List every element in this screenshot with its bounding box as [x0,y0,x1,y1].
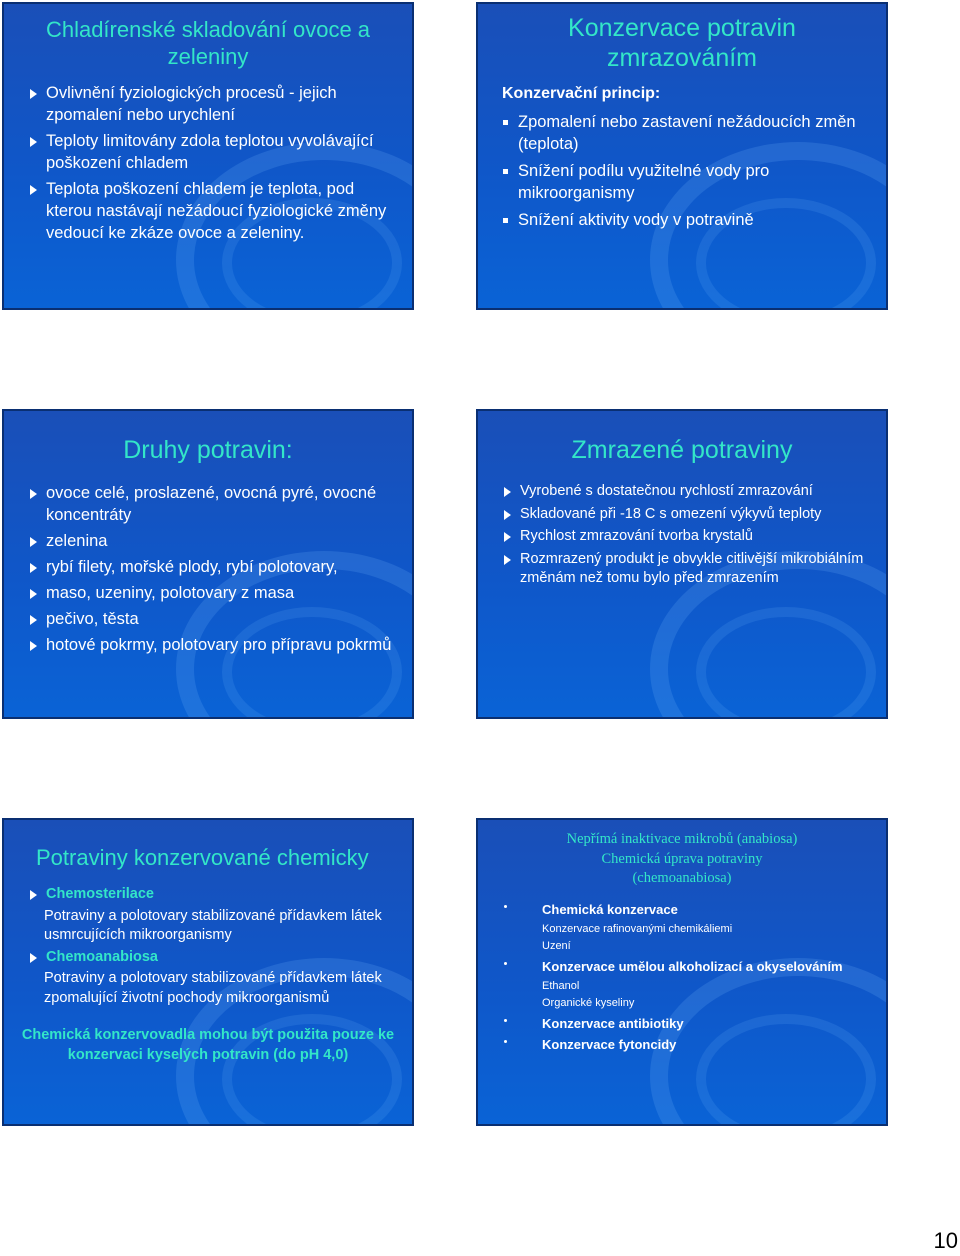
list-subitem: Konzervace rafinovanými chemikáliemi [542,922,733,935]
slide-title-line: Nepřímá inaktivace mikrobů (anabiosa) [566,831,798,847]
list-item-text: Potraviny a polotovary stabilizované přídavkem látek zpomalující životní pochody mikroorganismů [44,970,382,1006]
slide-subtitle: Konzervační princip: [502,85,661,102]
slide-title: Chladírenské skladování ovoce a zeleniny [45,17,371,69]
bullet-list [28,885,394,1008]
list-item: zelenina [28,530,394,552]
list-item: hotové pokrmy, polotovary pro přípravu pokrmů [28,634,394,656]
list-item: rybí filety, mořské plody, rybí polotovary, [28,556,394,578]
list-item: Rychlost zmrazování tvorba krystalů [502,527,868,547]
list-item: Rozmrazený produkt je obvykle citlivější mikrobiálním změnám než tomu bylo před zmrazením [502,550,868,589]
list-subitem: Uzení [542,939,571,952]
slide-title: Zmrazené potraviny [571,436,793,464]
list-item: Konzervace antibiotiky [502,1015,868,1032]
list-item: Konzervace fytoncidy [502,1036,868,1053]
list-item: Zpomalení nebo zastavení nežádoucích změn (teplota) [502,111,868,155]
slide-title: Potraviny konzervované chemicky [36,845,369,870]
slide-title-line: Chemická úprava potraviny [601,850,763,867]
list-item: Konzervace umělou alkoholizací a okyselováním [502,958,868,975]
slide-konzervace-zmrazovanim [476,2,888,310]
list-item: Skladované při -18 C s omezení výkyvů teploty [502,505,868,525]
slide-konzervovane-chemicky [2,818,414,1126]
list-item: Teplota poškození chladem je teplota, pod kterou nastávají nežádoucí fyziologické změny vedoucí ke zkáze ovoce a zeleniny. [28,178,394,244]
bullet-list [502,901,868,1053]
bullet-list [502,482,868,589]
list-item: Snížení aktivity vody v potravině [502,209,868,231]
list-item: pečivo, těsta [28,608,394,630]
slide-footer-note: Chemická konzervovadla mohou být použita pouze ke konzervaci kyselých potravin (do pH 4,0) [21,1027,395,1063]
bullet-list [502,111,868,231]
list-item-keyword: Chemoanabiosa [28,948,394,968]
list-item: Vyrobené s dostatečnou rychlostí zmrazování [502,482,868,502]
slide-zmrazene-potraviny [476,409,888,719]
list-item: Chemická konzervace [502,901,868,918]
slide-title: Konzervace potravin zmrazováním [568,14,796,72]
list-subitem: Organické kyseliny [542,996,635,1009]
list-item: maso, uzeniny, polotovary z masa [28,582,394,604]
list-item: Ovlivnění fyziologických procesů - jejich zpomalení nebo urychlení [28,82,394,126]
list-item: Teploty limitovány zdola teplotou vyvolávající poškození chladem [28,130,394,174]
list-item: Snížení podílu využitelné vody pro mikroorganismy [502,160,868,204]
list-subitem: Ethanol [542,979,580,992]
list-item-keyword: Chemosterilace [28,885,394,905]
slide-neprima-inaktivace [476,818,888,1126]
list-item-text: Potraviny a polotovary stabilizované přídavkem látek usmrcujících mikroorganismy [44,907,382,943]
list-item: ovoce celé, proslazené, ovocná pyré, ovocné koncentráty [28,482,394,526]
bullet-list [28,82,394,244]
slide-title [478,820,886,889]
slide-title: Druhy potravin: [123,436,293,464]
slide-title-line: (chemoanabiosa) [632,870,732,886]
bullet-list [28,482,394,656]
slide-druhy-potravin [2,409,414,719]
page-number: 10 [933,1228,958,1253]
slide-chladirenske-skladovani [2,2,414,310]
